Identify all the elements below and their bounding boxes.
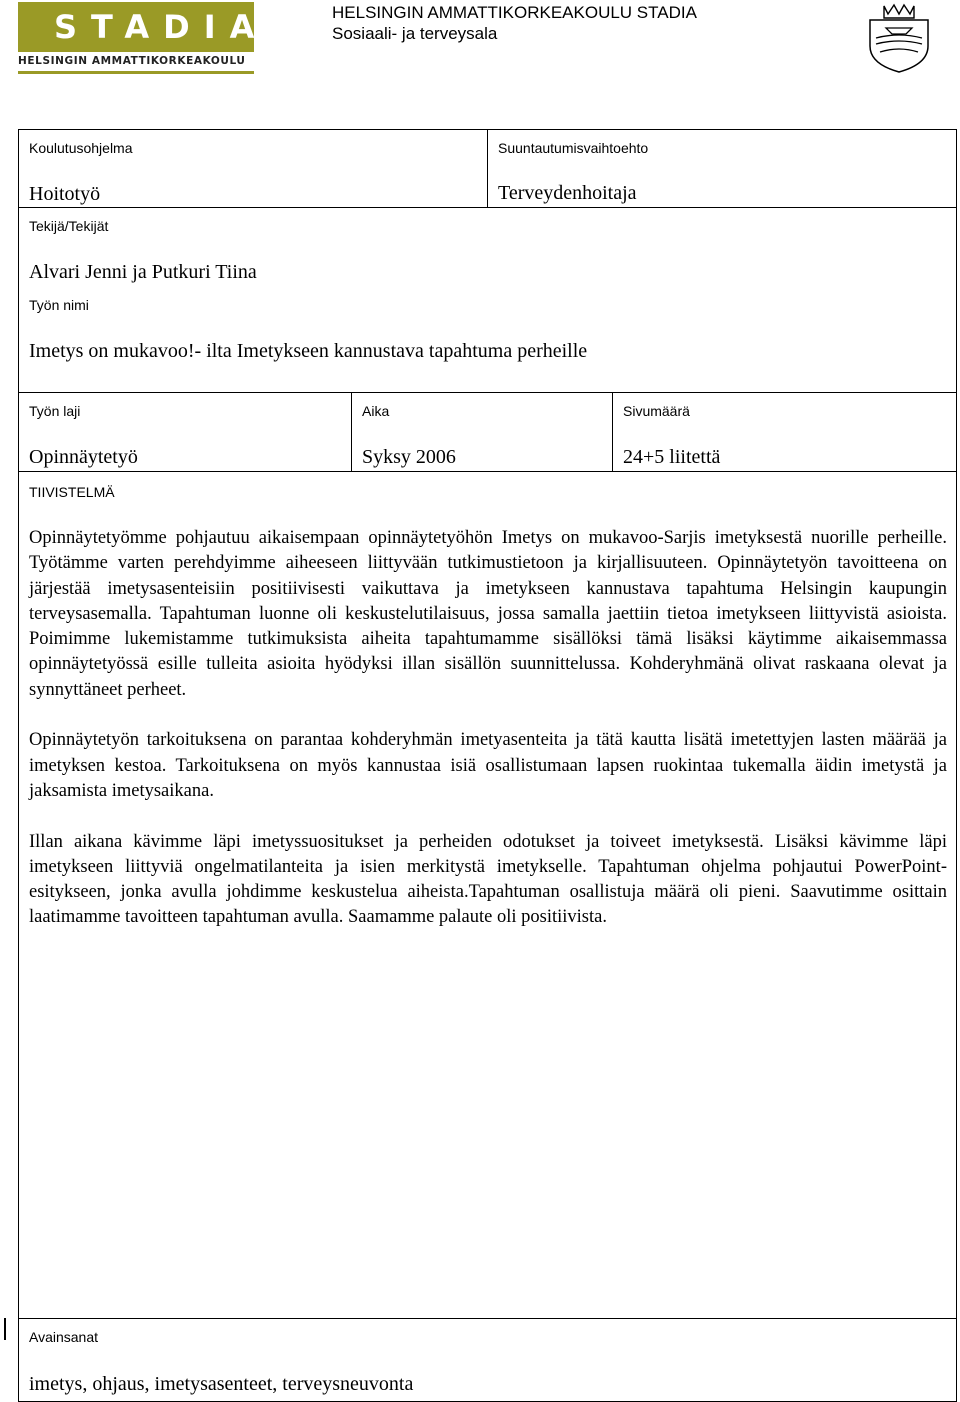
institution-name: HELSINGIN AMMATTIKORKEAKOULU STADIA [332,3,697,22]
helsinki-crest-icon [866,2,932,74]
abstract-paragraph: Opinnäytetyön tarkoituksena on parantaa kohderyhmän imetyasenteita ja tätä kautta lisätä imetettyjen lasten määrää ja imetyksen kestoa. Tarkoituksena on myös kannustaa isiä osallistumaan lapsen ruokintaa tukemalla äidin imetystä ja jaksamista imetysaikana. [29,730,947,801]
divider [351,392,352,472]
aika-value: Syksy 2006 [362,446,456,468]
abstract-paragraph: Illan aikana kävimme läpi imetyssuositukset ja perheiden odotukset ja toiveet imetyksestä. Lisäksi kävimme läpi imetykseen liittyviä ongelmatilanteita ja isien merkitystä imetykselle. Tapahtuman ohjelma pohjautui PowerPoint-esitykseen, jonka avulla johdimme keskustelua aiheista.Tapahtuman osallistuja määrä oli pieni. Saavutimme osittain laatimamme tavoitteen tapahtuman avulla. Saamamme palaute oli positiivista. [29,831,947,928]
tekija-label: Tekijä/Tekijät [29,218,109,234]
divider [18,392,957,393]
stadia-logo [18,2,269,76]
tekija-value: Alvari Jenni ja Putkuri Tiina [29,261,257,283]
divider [18,1318,957,1319]
abstract-text [29,526,947,956]
aika-label: Aika [362,403,390,419]
text-cursor [4,1318,6,1340]
logo-text: STADIA [18,2,254,52]
suuntautumisvaihtoehto-value: Terveydenhoitaja [498,182,637,204]
koulutusohjelma-label: Koulutusohjelma [29,140,133,156]
tyon-nimi-value: Imetys on mukavoo!- ilta Imetykseen kannustava tapahtuma perheille [29,340,588,362]
divider [487,129,488,208]
divider [612,392,613,472]
divider [18,207,957,208]
tiivistelma-label: TIIVISTELMÄ [29,484,115,500]
tyon-laji-label: Työn laji [29,403,81,419]
department-name: Sosiaali- ja terveysala [332,24,498,43]
avainsanat-label: Avainsanat [29,1329,99,1345]
sivumaara-label: Sivumäärä [623,403,690,419]
koulutusohjelma-value: Hoitotyö [29,183,101,205]
tyon-laji-value: Opinnäytetyö [29,446,138,468]
tyon-nimi-label: Työn nimi [29,297,89,313]
sivumaara-value: 24+5 liitettä [623,446,721,468]
suuntautumisvaihtoehto-label: Suuntautumisvaihtoehto [498,140,649,156]
abstract-paragraph: Opinnäytetyömme pohjautuu aikaisempaan opinnäytetyöhön Imetys on mukavoo-Sarjis imetyksestä nuorille perheille. Työtämme varten perehdyimme aiheeseen liittyvään tutkimustietoon ja kirjallisuuteen. Opinnäytetyön tavoitteena on järjestää imetysasenteisiin positiivisesti vaikuttava ja imetykseen kannustava tapahtuma Helsingin kaupungin terveysasemalla. Tapahtuman luonne oli keskustelutilaisuus, jossa samalla jaettiin tietoa imetykseen liittyvistä asioista. Poimimme lukemistamme tutkimuksista aiheita tapahtumamme sisällöksi tämä lisäksi käytimme aikaisemmassa opinnäytetyössä esille tulleita asioita hyödyksi illan sisällön suunnittelussa. Kohderyhmänä olivat raskaana olevat ja synnyttäneet perheet. [29,528,947,700]
avainsanat-value: imetys, ohjaus, imetysasenteet, terveysneuvonta [29,1373,414,1395]
logo-rule [18,71,254,74]
logo-subtitle: HELSINGIN AMMATTIKORKEAKOULU [18,55,246,67]
divider [18,471,957,472]
